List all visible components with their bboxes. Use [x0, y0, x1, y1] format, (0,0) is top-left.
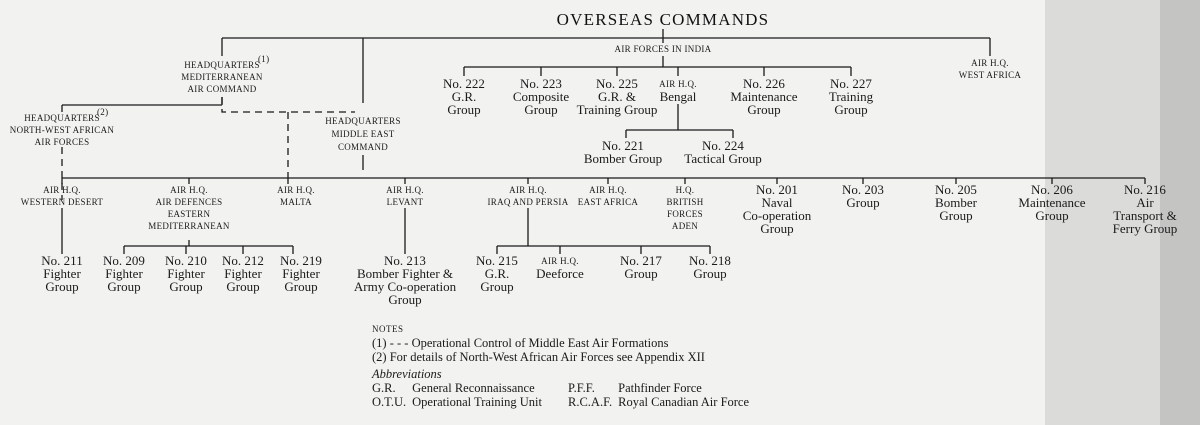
node-group-210	[165, 253, 207, 294]
node-line: Group	[524, 102, 558, 117]
node-line: No. 222	[443, 76, 485, 91]
node-line: Transport &	[1113, 208, 1177, 223]
node-line: IRAQ AND PERSIA	[487, 197, 569, 207]
node-group-201	[743, 182, 812, 236]
node-malta	[277, 185, 315, 207]
abbr-value: Royal Canadian Air Force	[618, 395, 750, 409]
node-line: Group	[939, 208, 973, 223]
node-line: AIR COMMAND	[187, 84, 257, 94]
node-line: HEADQUARTERS	[24, 113, 100, 123]
node-line: Group	[834, 102, 868, 117]
node-line: FORCES	[667, 209, 703, 219]
node-group-203	[842, 182, 884, 210]
abbr-key: O.T.U.	[372, 395, 407, 409]
note-2: (2) For details of North-West African Air Forces see Appendix XII	[372, 350, 705, 364]
abbreviations-heading: Abbreviations	[372, 367, 442, 381]
node-line: MEDITERRANEAN	[148, 221, 230, 231]
node-line: Fighter	[224, 266, 262, 281]
node-line: Group	[447, 102, 481, 117]
node-line: No. 205	[935, 182, 977, 197]
node-line: No. 227	[830, 76, 872, 91]
notes-heading: NOTES	[372, 324, 404, 334]
abbreviation-row	[372, 395, 755, 409]
node-group-219	[280, 253, 322, 294]
node-line: MALTA	[280, 197, 312, 207]
node-line: Fighter	[282, 266, 320, 281]
notes-block	[372, 322, 755, 409]
abbreviations-table	[372, 381, 755, 409]
footnote-marker: (2)	[97, 107, 109, 117]
node-line: Group	[388, 292, 422, 307]
node-levant	[386, 185, 424, 207]
node-line: No. 216	[1124, 182, 1166, 197]
node-line: BRITISH	[666, 197, 704, 207]
node-aden	[666, 185, 703, 231]
node-line: Training Group	[576, 102, 658, 117]
abbr-key: G.R.	[372, 381, 396, 395]
note-1: (1) - - - Operational Control of Middle East Air Formations	[372, 336, 669, 350]
node-line: AIR FORCES	[34, 137, 90, 147]
node-line: Bomber Fighter &	[356, 266, 454, 281]
node-line: No. 209	[103, 253, 145, 268]
node-air-defences-eastern-med	[148, 185, 230, 231]
node-line: No. 210	[165, 253, 207, 268]
node-group-218	[689, 253, 731, 281]
node-east-africa	[578, 185, 639, 207]
node-line: Fighter	[167, 266, 205, 281]
node-line: Air	[1136, 195, 1154, 210]
node-line: Group	[747, 102, 781, 117]
node-line: Group	[760, 221, 794, 236]
node-group-205	[935, 182, 978, 223]
node-line: H.Q.	[675, 185, 695, 195]
node-line: MEDITERRANEAN	[181, 72, 263, 82]
node-line: WEST AFRICA	[958, 70, 1022, 80]
node-line: No. 215	[476, 253, 518, 268]
node-line: Maintenance	[1018, 195, 1086, 210]
node-line: No. 223	[520, 76, 562, 91]
chart-title: OVERSEAS COMMANDS	[556, 10, 770, 29]
node-line: Group	[1035, 208, 1069, 223]
node-line: HEADQUARTERS	[325, 116, 401, 126]
node-line: No. 213	[384, 253, 426, 268]
node-line: EASTERN	[167, 209, 211, 219]
node-line: Fighter	[105, 266, 143, 281]
node-line: No. 224	[702, 138, 744, 153]
node-line: Composite	[512, 89, 570, 104]
node-line: Group	[846, 195, 880, 210]
node-line: ADEN	[671, 221, 699, 231]
node-line: Naval	[761, 195, 793, 210]
node-line: Tactical Group	[684, 151, 762, 166]
node-line: Group	[226, 279, 260, 294]
footnote-marker: (1)	[258, 54, 270, 64]
node-line: Training	[828, 89, 874, 104]
node-line: Deeforce	[536, 266, 584, 281]
node-line: Bomber	[935, 195, 977, 210]
abbr-key: R.C.A.F.	[568, 395, 613, 409]
node-line: NORTH-WEST AFRICAN	[9, 125, 115, 135]
node-line: No. 218	[689, 253, 731, 268]
node-line: MIDDLE EAST	[331, 129, 395, 139]
abbr-value: Pathfinder Force	[618, 381, 702, 395]
node-group-213	[354, 253, 457, 307]
node-line: No. 203	[842, 182, 884, 197]
node-line: WESTERN DESERT	[20, 197, 104, 207]
node-line: AIR H.Q.	[659, 79, 697, 89]
node-line: Group	[480, 279, 514, 294]
abbr-value: Operational Training Unit	[412, 395, 542, 409]
node-line: Fighter	[43, 266, 81, 281]
node-line: G.R.	[451, 89, 477, 104]
node-line: AIR H.Q.	[170, 185, 208, 195]
node-nw-african-air-forces	[10, 107, 115, 147]
node-line: No. 211	[41, 253, 83, 268]
node-group-215	[476, 253, 518, 294]
node-line: G.R. &	[598, 89, 636, 104]
node-line: AIR H.Q.	[43, 185, 81, 195]
node-line: AIR H.Q.	[277, 185, 315, 195]
abbr-key: P.F.F.	[568, 381, 595, 395]
abbreviation-row	[372, 381, 755, 395]
node-line: Co-operation	[742, 208, 812, 223]
node-group-217	[620, 253, 662, 281]
node-group-221	[584, 138, 662, 166]
node-group-226	[730, 76, 797, 117]
node-line: AIR H.Q.	[509, 185, 547, 195]
node-line: COMMAND	[337, 142, 389, 152]
node-line: No. 201	[756, 182, 798, 197]
node-west-africa	[959, 58, 1022, 80]
node-line: Maintenance	[730, 89, 798, 104]
node-line: AIR DEFENCES	[155, 197, 223, 207]
node-line: No. 221	[602, 138, 644, 153]
node-group-211	[41, 253, 82, 294]
node-line: Group	[169, 279, 203, 294]
node-line: Group	[284, 279, 318, 294]
node-line: Group	[107, 279, 141, 294]
abbr-value: General Reconnaissance	[412, 381, 535, 395]
node-line: Bomber Group	[583, 151, 663, 166]
node-hq-middle-east	[325, 116, 401, 152]
node-air-forces-india: AIR FORCES IN INDIA	[614, 44, 712, 54]
node-line: No. 217	[620, 253, 662, 268]
node-line: G.R.	[484, 266, 510, 281]
node-line: Group	[693, 266, 727, 281]
node-deeforce	[536, 256, 584, 281]
node-line: Group	[45, 279, 79, 294]
node-group-224	[684, 138, 761, 166]
node-group-222	[443, 76, 485, 117]
node-line: No. 219	[280, 253, 322, 268]
node-line: No. 225	[596, 76, 638, 91]
node-line: EAST AFRICA	[577, 197, 639, 207]
node-line: Group	[624, 266, 658, 281]
node-line: Army Co-operation	[353, 279, 457, 294]
node-group-225	[577, 76, 658, 117]
node-line: Bengal	[659, 89, 697, 104]
node-air-hq-bengal	[659, 79, 697, 104]
node-line: HEADQUARTERS	[184, 60, 260, 70]
node-line: LEVANT	[386, 197, 424, 207]
node-line: No. 226	[743, 76, 785, 91]
node-line: AIR H.Q.	[386, 185, 424, 195]
node-hq-mediterranean	[181, 54, 269, 94]
node-iraq-persia	[487, 185, 568, 207]
node-line: AIR H.Q.	[589, 185, 627, 195]
node-group-209	[103, 253, 145, 294]
node-group-212	[222, 253, 264, 294]
node-line: No. 212	[222, 253, 264, 268]
node-line: AIR H.Q.	[541, 256, 579, 266]
node-line: Ferry Group	[1112, 221, 1178, 236]
node-group-223	[513, 76, 570, 117]
node-line: No. 206	[1031, 182, 1073, 197]
node-line: AIR H.Q.	[971, 58, 1009, 68]
node-group-227	[829, 76, 874, 117]
